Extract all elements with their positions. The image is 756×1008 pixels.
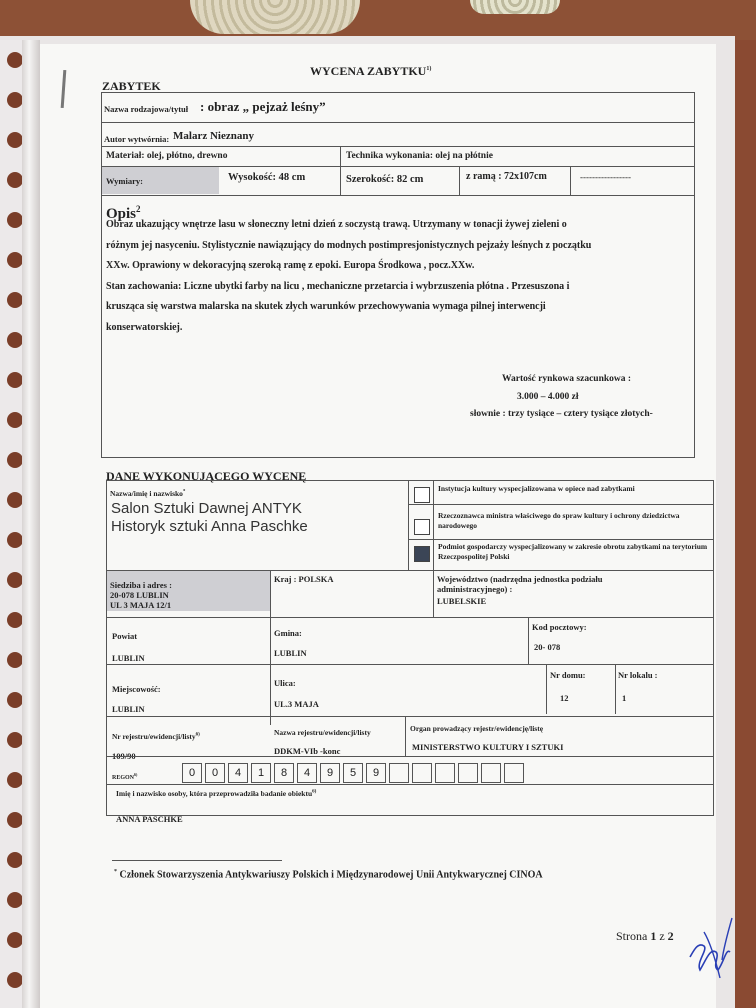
height-field: Wysokość: 48 cm — [228, 172, 306, 183]
width-field: Szerokość: 82 cm — [346, 174, 424, 185]
description-text — [106, 215, 691, 338]
sleeve-spine — [22, 40, 40, 1008]
regon-label: REGON$^{6)}$ — [112, 772, 138, 781]
market-value-amount: 3.000 – 4.000 zł — [517, 392, 579, 402]
register-name-label: Nazwa rejestru/ewidencji/listy — [274, 728, 371, 737]
dimensions-label: Wymiary: — [106, 176, 143, 186]
market-value-words: słownie : trzy tysiące – cztery tysiące złotych- — [470, 409, 653, 419]
regon-digit: 8 — [274, 763, 294, 783]
description-line: XXw. Oprawiony w dekoracyjną szeroką ramę z epoki. Europa Środkowa , pocz.XXw. — [106, 260, 475, 271]
register-organ-value: MINISTERSTWO KULTURY I SZTUKI — [412, 742, 564, 752]
signature — [682, 912, 742, 982]
postal-code-label: Kod pocztowy: — [532, 622, 587, 632]
option-ministry-expert-label: Rzeczoznawca ministra właściwego do spraw kultury i ochrony dziedzictwa narodowego — [438, 511, 680, 530]
frame-field: z ramą : 72x107cm — [466, 171, 547, 182]
pen-mark — [61, 70, 67, 108]
register-name-value: DDKM-VIb -konc — [274, 746, 341, 756]
house-number-value: 12 — [560, 693, 569, 703]
market-value-label: Wartość rynkowa szacunkowa : — [502, 374, 632, 384]
form-title: WYCENA ZABYTKU$^{1)}$ — [310, 64, 432, 78]
regon-digit: 4 — [297, 763, 317, 783]
inspector-value: ANNA PASCHKE — [116, 814, 183, 824]
regon-digit — [389, 763, 409, 783]
footnote: * Członek Stowarzyszenia Antykwariuszy Polskich i Międzynarodowej Unii Antykwarycznej CINOA — [114, 869, 543, 881]
description-line: konserwatorskiej. — [106, 321, 183, 333]
regon-digit: 1 — [251, 763, 271, 783]
voivodeship-label: Województwo (nadrzędna jednostka podziału administracyjnego) : — [437, 574, 603, 594]
description-line: Obraz ukazujący wnętrze lasu w słoneczny letni dzień z soczystą trawą. Utrzymany w tonacji żywej zieleni o — [106, 219, 567, 230]
register-number-label: Nr rejestru/ewidencji/listy$^{6)}$ — [112, 732, 200, 741]
option-cultural-institution-label: Instytucja kultury wyspecjalizowana w opiece nad zabytkami — [438, 484, 635, 493]
house-number-label: Nr domu: — [550, 670, 586, 680]
option-business-entity-label: Podmiot gospodarczy wyspecjalizowany w zakresie obrotu zabytkami na terytorium Rzeczpospolitej Polski — [438, 542, 708, 561]
country-field: Kraj : POLSKA — [274, 574, 334, 584]
voivodeship-value: LUBELSKIE — [437, 596, 487, 606]
appraisal-form — [40, 44, 716, 1008]
option-business-entity-checkbox[interactable] — [414, 546, 430, 562]
regon-digit — [412, 763, 432, 783]
powiat-value: LUBLIN — [112, 653, 145, 663]
street-label: Ulica: — [274, 678, 296, 688]
appraiser-name-line1: Salon Sztuki Dawnej ANTYK — [111, 500, 302, 517]
name-value: : obraz „ pejzaż leśny” — [200, 99, 326, 114]
regon-digit — [481, 763, 501, 783]
footnote-divider — [112, 860, 282, 861]
street-value: UL.3 MAJA — [274, 699, 319, 709]
regon-digit: 0 — [205, 763, 225, 783]
register-organ-label: Organ prowadzący rejestr/ewidencję/listę — [410, 724, 544, 733]
gmina-label: Gmina: — [274, 628, 302, 638]
option-ministry-expert-checkbox[interactable] — [414, 519, 430, 535]
wooden-table — [0, 0, 756, 40]
lace-doily — [190, 0, 360, 34]
city-label: Miejscowość: — [112, 684, 161, 694]
name-label: Nazwa rodzajowa/tytuł — [104, 104, 189, 114]
page-number: Strona 1 z 2 — [616, 929, 674, 943]
flat-number-value: 1 — [622, 693, 627, 703]
regon-digit: 9 — [366, 763, 386, 783]
regon-digit — [458, 763, 478, 783]
regon-digit — [504, 763, 524, 783]
description-line: krusząca się warstwa malarska na skutek złych warunków przechowywania wymaga pilnej interwencji — [106, 301, 546, 312]
powiat-label: Powiat — [112, 631, 138, 641]
regon-digit: 5 — [343, 763, 363, 783]
appraiser-name-line2: Historyk sztuki Anna Paschke — [111, 518, 308, 535]
section-object-title: ZABYTEK — [102, 79, 161, 93]
gmina-value: LUBLIN — [274, 648, 307, 658]
regon-digit: 4 — [228, 763, 248, 783]
register-number-value: 109/90 — [112, 751, 136, 761]
option-cultural-institution-checkbox[interactable] — [414, 487, 430, 503]
regon-digit: 9 — [320, 763, 340, 783]
frame-dashes: ----------------- — [580, 172, 631, 182]
seat-label: Siedziba i adres : — [110, 580, 172, 590]
section-appraiser-title: DANE WYKONUJĄCEGO WYCENĘ — [106, 469, 307, 483]
appraiser-name-label: Nazwa/imię i nazwisko* — [110, 489, 186, 498]
postal-code-value: 20- 078 — [534, 642, 561, 652]
description-heading: Opis$^2$ — [106, 204, 141, 222]
technique-field: Technika wykonania: olej na płótnie — [346, 151, 493, 161]
seat-line2: UL 3 MAJA 12/1 — [110, 600, 172, 610]
regon-digit: 0 — [182, 763, 202, 783]
inspector-label: Imię i nazwisko osoby, która przeprowadziła badanie obiektu$^{6)}$ — [116, 789, 317, 798]
description-line: różnym jej nasyceniu. Stylistycznie nawiązujący do modnych postimpresjonistycznych pejzaży leśnych z początku — [106, 239, 592, 251]
material-field: Materiał: olej, płótno, drewno — [106, 151, 228, 161]
description-line: Stan zachowania: Liczne ubytki farby na licu , mechaniczne przetarcia i wybrzuszenia płótna . Przesuszona i — [106, 280, 570, 292]
flat-number-label: Nr lokalu : — [618, 670, 658, 680]
regon-digit — [435, 763, 455, 783]
city-value: LUBLIN — [112, 704, 145, 714]
seat-line1: 20-078 LUBLIN — [110, 590, 169, 600]
lace-doily-edge — [470, 0, 560, 14]
author-label: Autor wytwórnia: — [104, 134, 170, 144]
author-value: Malarz Nieznany — [173, 130, 254, 142]
